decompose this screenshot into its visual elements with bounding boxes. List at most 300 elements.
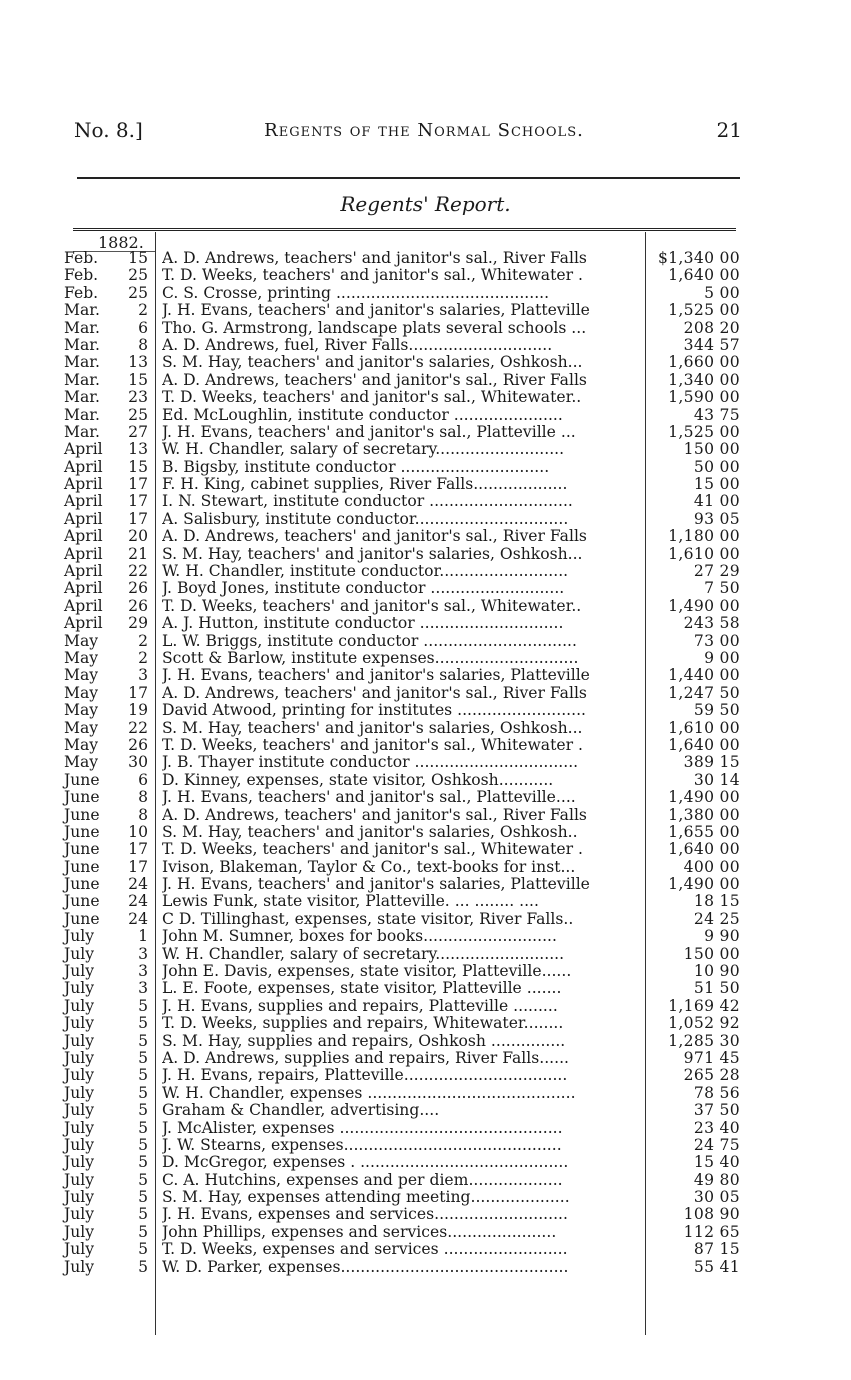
table-row bbox=[0, 789, 851, 806]
entry-amount: 59 50 bbox=[693, 701, 740, 720]
table-row bbox=[0, 285, 851, 302]
entry-day: 17 bbox=[128, 509, 148, 528]
table-row bbox=[0, 1050, 851, 1067]
table-row bbox=[0, 389, 851, 406]
entry-day: 24 bbox=[128, 875, 148, 894]
entry-day: 24 bbox=[128, 892, 148, 911]
entry-amount: 41 00 bbox=[693, 492, 740, 511]
entry-month: July bbox=[64, 979, 95, 998]
entry-amount: 1,655 00 bbox=[668, 822, 740, 841]
entry-day: 5 bbox=[138, 996, 148, 1015]
entry-day: 5 bbox=[138, 1188, 148, 1207]
table-row bbox=[0, 250, 851, 267]
entry-month: June bbox=[64, 909, 100, 928]
entry-amount: 1,180 00 bbox=[668, 527, 740, 546]
entry-month: May bbox=[64, 666, 99, 685]
entry-month: July bbox=[64, 1031, 95, 1050]
table-row bbox=[0, 754, 851, 771]
table-row bbox=[0, 876, 851, 893]
table-row bbox=[0, 267, 851, 284]
entry-month: July bbox=[64, 962, 95, 981]
table-row bbox=[0, 1067, 851, 1084]
entry-amount: 78 56 bbox=[693, 1083, 740, 1102]
entry-day: 5 bbox=[138, 1257, 148, 1276]
table-row bbox=[0, 546, 851, 563]
entry-amount: 150 00 bbox=[683, 944, 740, 963]
entry-month: April bbox=[64, 457, 103, 476]
entry-month: April bbox=[64, 562, 103, 581]
entry-day: 1 bbox=[138, 927, 148, 946]
entry-day: 15 bbox=[128, 249, 148, 267]
table-row bbox=[0, 407, 851, 424]
entry-month: June bbox=[64, 805, 100, 824]
entry-description: B. Bigsby, institute conductor .............................. bbox=[162, 458, 550, 476]
entry-day: 17 bbox=[128, 840, 148, 859]
entry-description: S. M. Hay, teachers' and janitor's salaries, Oshkosh... bbox=[162, 354, 583, 372]
entry-month: July bbox=[64, 944, 95, 963]
entry-month: May bbox=[64, 735, 99, 754]
entry-month: June bbox=[64, 788, 100, 807]
entry-description: Ed. McLoughlin, institute conductor ...................... bbox=[162, 406, 563, 424]
entry-amount: 24 25 bbox=[693, 909, 740, 928]
table-row bbox=[0, 372, 851, 389]
table-row bbox=[0, 998, 851, 1015]
entry-amount: 93 05 bbox=[693, 509, 740, 528]
entry-day: 26 bbox=[128, 596, 148, 615]
entry-day: 3 bbox=[138, 962, 148, 981]
entry-amount: 7 50 bbox=[704, 579, 740, 598]
entry-amount: 1,052 92 bbox=[668, 1014, 740, 1033]
entry-description: J. H. Evans, teachers' and janitor's sal., Platteville.... bbox=[162, 789, 576, 807]
table-row bbox=[0, 980, 851, 997]
entry-day: 5 bbox=[138, 1066, 148, 1085]
entry-day: 15 bbox=[128, 370, 148, 389]
entry-description: T. D. Weeks, teachers' and janitor's sal., Whitewater . bbox=[162, 267, 583, 285]
table-row bbox=[0, 685, 851, 702]
table-row bbox=[0, 720, 851, 737]
entry-amount: 389 15 bbox=[683, 753, 740, 772]
entry-day: 13 bbox=[128, 440, 148, 459]
entry-amount: 1,660 00 bbox=[668, 353, 740, 372]
entry-day: 8 bbox=[138, 788, 148, 807]
entry-month: July bbox=[64, 1048, 95, 1067]
entry-amount: 23 40 bbox=[693, 1118, 740, 1137]
entry-month: Feb. bbox=[64, 283, 99, 302]
entry-description: T. D. Weeks, teachers' and janitor's sal., Whitewater . bbox=[162, 841, 583, 859]
entry-amount: 1,490 00 bbox=[668, 788, 740, 807]
entry-amount: 27 29 bbox=[693, 562, 740, 581]
entry-amount: 30 14 bbox=[693, 770, 740, 789]
entry-month: May bbox=[64, 701, 99, 720]
entry-day: 19 bbox=[128, 701, 148, 720]
entry-month: April bbox=[64, 596, 103, 615]
entry-description: J. H. Evans, teachers' and janitor's salaries, Platteville bbox=[162, 667, 590, 685]
entry-day: 3 bbox=[138, 666, 148, 685]
entry-amount: 1,640 00 bbox=[668, 840, 740, 859]
entry-amount: 1,640 00 bbox=[668, 735, 740, 754]
entry-day: 22 bbox=[128, 718, 148, 737]
entry-description: David Atwood, printing for institutes .......................... bbox=[162, 702, 587, 720]
entry-month: May bbox=[64, 753, 99, 772]
table-row bbox=[0, 580, 851, 597]
entry-month: July bbox=[64, 1170, 95, 1189]
table-row bbox=[0, 1154, 851, 1171]
entry-month: July bbox=[64, 1153, 95, 1172]
table-row bbox=[0, 1172, 851, 1189]
entry-day: 24 bbox=[128, 909, 148, 928]
entry-description: T. D. Weeks, teachers' and janitor's sal., Whitewater . bbox=[162, 736, 583, 754]
entry-description: S. M. Hay, teachers' and janitor's salaries, Oshkosh... bbox=[162, 545, 583, 563]
entry-day: 8 bbox=[138, 335, 148, 354]
entry-month: May bbox=[64, 718, 99, 737]
table-row bbox=[0, 911, 851, 928]
table-row bbox=[0, 424, 851, 441]
entry-month: Mar. bbox=[64, 318, 100, 337]
entry-description: T. D. Weeks, teachers' and janitor's sal., Whitewater.. bbox=[162, 389, 582, 407]
entry-amount: 37 50 bbox=[693, 1101, 740, 1120]
entry-month: April bbox=[64, 475, 103, 494]
table-row bbox=[0, 928, 851, 945]
entry-day: 17 bbox=[128, 683, 148, 702]
entry-amount: 9 90 bbox=[704, 927, 740, 946]
entry-day: 5 bbox=[138, 1014, 148, 1033]
entry-day: 5 bbox=[138, 1083, 148, 1102]
entry-day: 29 bbox=[128, 614, 148, 633]
entry-amount: 400 00 bbox=[683, 857, 740, 876]
entry-month: April bbox=[64, 527, 103, 546]
entry-day: 2 bbox=[138, 301, 148, 320]
entry-day: 25 bbox=[128, 283, 148, 302]
table-row bbox=[0, 737, 851, 754]
table-row bbox=[0, 1206, 851, 1223]
entry-month: April bbox=[64, 579, 103, 598]
entry-month: May bbox=[64, 631, 99, 650]
entry-amount: 1,340 00 bbox=[668, 370, 740, 389]
entry-amount: 1,380 00 bbox=[668, 805, 740, 824]
entry-amount: 1,247 50 bbox=[668, 683, 740, 702]
entry-description: J. H. Evans, teachers' and janitor's salaries, Platteville bbox=[162, 876, 590, 894]
entry-month: Feb. bbox=[64, 266, 99, 285]
entry-day: 26 bbox=[128, 579, 148, 598]
table-row bbox=[0, 493, 851, 510]
table-row bbox=[0, 633, 851, 650]
entry-day: 5 bbox=[138, 1118, 148, 1137]
entry-description: S. M. Hay, expenses attending meeting.................... bbox=[162, 1189, 570, 1207]
entry-month: July bbox=[64, 1240, 95, 1259]
entry-day: 6 bbox=[138, 318, 148, 337]
entry-amount: 1,610 00 bbox=[668, 718, 740, 737]
entry-amount: 208 20 bbox=[683, 318, 740, 337]
entry-amount: 1,285 30 bbox=[668, 1031, 740, 1050]
entry-month: July bbox=[64, 927, 95, 946]
table-row bbox=[0, 824, 851, 841]
table-row bbox=[0, 511, 851, 528]
entry-month: Mar. bbox=[64, 370, 100, 389]
entry-description: L. E. Foote, expenses, state visitor, Platteville ....... bbox=[162, 980, 562, 998]
entry-month: April bbox=[64, 509, 103, 528]
table-row bbox=[0, 476, 851, 493]
entry-description: T. D. Weeks, supplies and repairs, Whitewater........ bbox=[162, 1015, 564, 1033]
entry-amount: 51 50 bbox=[693, 979, 740, 998]
entry-month: Feb. bbox=[64, 249, 99, 267]
entry-day: 26 bbox=[128, 735, 148, 754]
entry-description: T. D. Weeks, teachers' and janitor's sal., Whitewater.. bbox=[162, 597, 582, 615]
entry-day: 5 bbox=[138, 1170, 148, 1189]
table-row bbox=[0, 772, 851, 789]
entry-month: April bbox=[64, 544, 103, 563]
entry-description: John M. Sumner, boxes for books........................... bbox=[162, 928, 557, 946]
entry-amount: 30 05 bbox=[693, 1188, 740, 1207]
entry-month: July bbox=[64, 1205, 95, 1224]
entry-amount: 15 00 bbox=[693, 475, 740, 494]
table-row bbox=[0, 702, 851, 719]
table-row bbox=[0, 1102, 851, 1119]
entry-description: J. H. Evans, teachers' and janitor's sal., Platteville ... bbox=[162, 423, 576, 441]
entry-day: 30 bbox=[128, 753, 148, 772]
entry-day: 17 bbox=[128, 857, 148, 876]
entry-description: J. H. Evans, teachers' and janitor's salaries, Platteville bbox=[162, 302, 590, 320]
table-row bbox=[0, 650, 851, 667]
entry-description: J. H. Evans, repairs, Platteville................................. bbox=[162, 1067, 568, 1085]
entry-description: Tho. G. Armstrong, landscape plats several schools ... bbox=[162, 319, 587, 337]
entry-description: A. Salisbury, institute conductor............................... bbox=[162, 510, 569, 528]
entry-month: Mar. bbox=[64, 301, 100, 320]
entry-description: W. H. Chandler, institute conductor.......................... bbox=[162, 563, 569, 581]
entry-description: Ivison, Blakeman, Taylor & Co., text-books for inst... bbox=[162, 858, 576, 876]
entry-day: 8 bbox=[138, 805, 148, 824]
entry-amount: 9 00 bbox=[704, 648, 740, 667]
table-row bbox=[0, 859, 851, 876]
entry-day: 15 bbox=[128, 457, 148, 476]
table-row bbox=[0, 459, 851, 476]
entry-description: D. McGregor, expenses . .......................................... bbox=[162, 1154, 569, 1172]
entry-amount: 10 90 bbox=[693, 962, 740, 981]
entry-description: Lewis Funk, state visitor, Platteville. ... ........ .... bbox=[162, 893, 539, 911]
table-row bbox=[0, 1033, 851, 1050]
entry-description: T. D. Weeks, expenses and services ......................... bbox=[162, 1241, 568, 1259]
table-row bbox=[0, 615, 851, 632]
entry-description: J. McAlister, expenses ............................................. bbox=[162, 1119, 563, 1137]
entry-description: W. H. Chandler, salary of secretary.......................... bbox=[162, 945, 565, 963]
entry-month: June bbox=[64, 875, 100, 894]
entry-day: 5 bbox=[138, 1101, 148, 1120]
entry-amount: 344 57 bbox=[683, 335, 740, 354]
header-rule bbox=[77, 177, 740, 179]
ledger-table bbox=[0, 250, 851, 1276]
table-row bbox=[0, 1189, 851, 1206]
entry-description: John Phillips, expenses and services...................... bbox=[162, 1223, 557, 1241]
page-header bbox=[74, 118, 742, 152]
table-row bbox=[0, 1015, 851, 1032]
entry-amount: 1,169 42 bbox=[668, 996, 740, 1015]
entry-description: D. Kinney, expenses, state visitor, Oshkosh........... bbox=[162, 771, 554, 789]
entry-month: April bbox=[64, 492, 103, 511]
entry-day: 27 bbox=[128, 422, 148, 441]
entry-day: 5 bbox=[138, 1205, 148, 1224]
entry-amount: 1,610 00 bbox=[668, 544, 740, 563]
entry-month: April bbox=[64, 614, 103, 633]
entry-description: J. B. Thayer institute conductor ................................. bbox=[162, 754, 579, 772]
section-title: Regents' Report. bbox=[340, 192, 511, 216]
entry-month: Mar. bbox=[64, 335, 100, 354]
entry-amount: 5 00 bbox=[704, 283, 740, 302]
table-row bbox=[0, 302, 851, 319]
entry-day: 22 bbox=[128, 562, 148, 581]
entry-amount: 15 40 bbox=[693, 1153, 740, 1172]
year-heading: 1882. bbox=[98, 233, 144, 252]
entry-month: Mar. bbox=[64, 353, 100, 372]
entry-amount: 1,525 00 bbox=[668, 422, 740, 441]
entry-description: A. D. Andrews, teachers' and janitor's sal., River Falls bbox=[162, 684, 587, 702]
entry-amount: 1,590 00 bbox=[668, 388, 740, 407]
entry-month: June bbox=[64, 822, 100, 841]
entry-month: Mar. bbox=[64, 388, 100, 407]
entry-description: L. W. Briggs, institute conductor ............................... bbox=[162, 632, 577, 650]
entry-description: A. D. Andrews, teachers' and janitor's sal., River Falls bbox=[162, 250, 587, 267]
entry-month: July bbox=[64, 1083, 95, 1102]
entry-month: June bbox=[64, 770, 100, 789]
table-row bbox=[0, 893, 851, 910]
table-row bbox=[0, 1241, 851, 1258]
entry-description: J. H. Evans, expenses and services........................... bbox=[162, 1206, 568, 1224]
entry-amount: 1,490 00 bbox=[668, 875, 740, 894]
entry-amount: 265 28 bbox=[683, 1066, 740, 1085]
entry-month: July bbox=[64, 1188, 95, 1207]
entry-day: 3 bbox=[138, 979, 148, 998]
entry-description: J. H. Evans, supplies and repairs, Platteville ......... bbox=[162, 997, 558, 1015]
entry-description: A. D. Andrews, teachers' and janitor's sal., River Falls bbox=[162, 806, 587, 824]
entry-month: Mar. bbox=[64, 422, 100, 441]
entry-description: A. D. Andrews, teachers' and janitor's sal., River Falls bbox=[162, 371, 587, 389]
entry-amount: 87 15 bbox=[693, 1240, 740, 1259]
entry-description: J. Boyd Jones, institute conductor ........................... bbox=[162, 580, 565, 598]
entry-amount: 243 58 bbox=[683, 614, 740, 633]
entry-description: C D. Tillinghast, expenses, state visitor, River Falls.. bbox=[162, 910, 574, 928]
table-row bbox=[0, 1085, 851, 1102]
table-row bbox=[0, 528, 851, 545]
entry-month: July bbox=[64, 1118, 95, 1137]
table-row bbox=[0, 1120, 851, 1137]
entry-amount: 1,440 00 bbox=[668, 666, 740, 685]
document-number: No. 8.] bbox=[74, 118, 143, 142]
table-row bbox=[0, 1224, 851, 1241]
table-row bbox=[0, 841, 851, 858]
entry-description: J. W. Stearns, expenses............................................ bbox=[162, 1136, 562, 1154]
table-row bbox=[0, 963, 851, 980]
entry-description: W. H. Chandler, expenses .......................................... bbox=[162, 1084, 576, 1102]
entry-amount: 108 90 bbox=[683, 1205, 740, 1224]
entry-day: 3 bbox=[138, 944, 148, 963]
entry-amount: 1,640 00 bbox=[668, 266, 740, 285]
entry-description: C. A. Hutchins, expenses and per diem................... bbox=[162, 1171, 563, 1189]
entry-month: May bbox=[64, 648, 99, 667]
entry-description: I. N. Stewart, institute conductor ............................. bbox=[162, 493, 573, 511]
entry-month: June bbox=[64, 840, 100, 859]
entry-day: 10 bbox=[128, 822, 148, 841]
entry-month: June bbox=[64, 857, 100, 876]
entry-month: July bbox=[64, 1014, 95, 1033]
table-row bbox=[0, 320, 851, 337]
table-row bbox=[0, 1137, 851, 1154]
entry-amount: 43 75 bbox=[693, 405, 740, 424]
entry-day: 2 bbox=[138, 648, 148, 667]
entry-description: S. M. Hay, teachers' and janitor's salaries, Oshkosh.. bbox=[162, 823, 578, 841]
entry-day: 25 bbox=[128, 266, 148, 285]
entry-amount: 49 80 bbox=[693, 1170, 740, 1189]
entry-amount: $1,340 00 bbox=[657, 249, 740, 267]
entry-description: John E. Davis, expenses, state visitor, Platteville...... bbox=[162, 963, 572, 981]
entry-month: July bbox=[64, 1066, 95, 1085]
entry-description: F. H. King, cabinet supplies, River Falls................... bbox=[162, 476, 568, 494]
entry-month: July bbox=[64, 1135, 95, 1154]
table-row bbox=[0, 354, 851, 371]
entry-day: 13 bbox=[128, 353, 148, 372]
table-row bbox=[0, 337, 851, 354]
table-row bbox=[0, 667, 851, 684]
entry-amount: 55 41 bbox=[693, 1257, 740, 1276]
entry-month: May bbox=[64, 683, 99, 702]
entry-description: S. M. Hay, supplies and repairs, Oshkosh ............... bbox=[162, 1032, 566, 1050]
entry-month: July bbox=[64, 1257, 95, 1276]
entry-description: A. J. Hutton, institute conductor ............................. bbox=[162, 615, 564, 633]
entry-amount: 50 00 bbox=[693, 457, 740, 476]
entry-description: A. D. Andrews, fuel, River Falls............................. bbox=[162, 336, 553, 354]
table-top-rule bbox=[73, 228, 736, 234]
table-row bbox=[0, 1259, 851, 1276]
entry-day: 17 bbox=[128, 492, 148, 511]
entry-amount: 1,490 00 bbox=[668, 596, 740, 615]
entry-month: July bbox=[64, 1101, 95, 1120]
entry-amount: 24 75 bbox=[693, 1135, 740, 1154]
entry-month: April bbox=[64, 440, 103, 459]
entry-month: July bbox=[64, 1222, 95, 1241]
running-title: Regents of the Normal Schools. bbox=[264, 120, 584, 141]
entry-day: 21 bbox=[128, 544, 148, 563]
entry-amount: 150 00 bbox=[683, 440, 740, 459]
table-row bbox=[0, 946, 851, 963]
entry-description: S. M. Hay, teachers' and janitor's salaries, Oshkosh... bbox=[162, 719, 583, 737]
entry-amount: 971 45 bbox=[683, 1048, 740, 1067]
entry-description: W. D. Parker, expenses.............................................. bbox=[162, 1258, 569, 1276]
entry-amount: 112 65 bbox=[683, 1222, 740, 1241]
entry-description: A. D. Andrews, teachers' and janitor's sal., River Falls bbox=[162, 528, 587, 546]
entry-amount: 1,525 00 bbox=[668, 301, 740, 320]
entry-description: Graham & Chandler, advertising.... bbox=[162, 1102, 440, 1120]
entry-day: 5 bbox=[138, 1222, 148, 1241]
table-row bbox=[0, 563, 851, 580]
entry-day: 25 bbox=[128, 405, 148, 424]
entry-day: 6 bbox=[138, 770, 148, 789]
entry-amount: 18 15 bbox=[693, 892, 740, 911]
entry-day: 23 bbox=[128, 388, 148, 407]
entry-description: W. H. Chandler, salary of secretary.......................... bbox=[162, 441, 565, 459]
entry-day: 5 bbox=[138, 1135, 148, 1154]
table-row bbox=[0, 598, 851, 615]
entry-description: A. D. Andrews, supplies and repairs, River Falls...... bbox=[162, 1049, 569, 1067]
table-row bbox=[0, 807, 851, 824]
entry-amount: 73 00 bbox=[693, 631, 740, 650]
entry-day: 17 bbox=[128, 475, 148, 494]
entry-month: Mar. bbox=[64, 405, 100, 424]
entry-day: 5 bbox=[138, 1153, 148, 1172]
entry-description: C. S. Crosse, printing ........................................... bbox=[162, 284, 550, 302]
entry-month: July bbox=[64, 996, 95, 1015]
entry-day: 5 bbox=[138, 1048, 148, 1067]
table-row bbox=[0, 441, 851, 458]
page-number: 21 bbox=[716, 118, 742, 142]
entry-day: 5 bbox=[138, 1240, 148, 1259]
entry-day: 5 bbox=[138, 1031, 148, 1050]
